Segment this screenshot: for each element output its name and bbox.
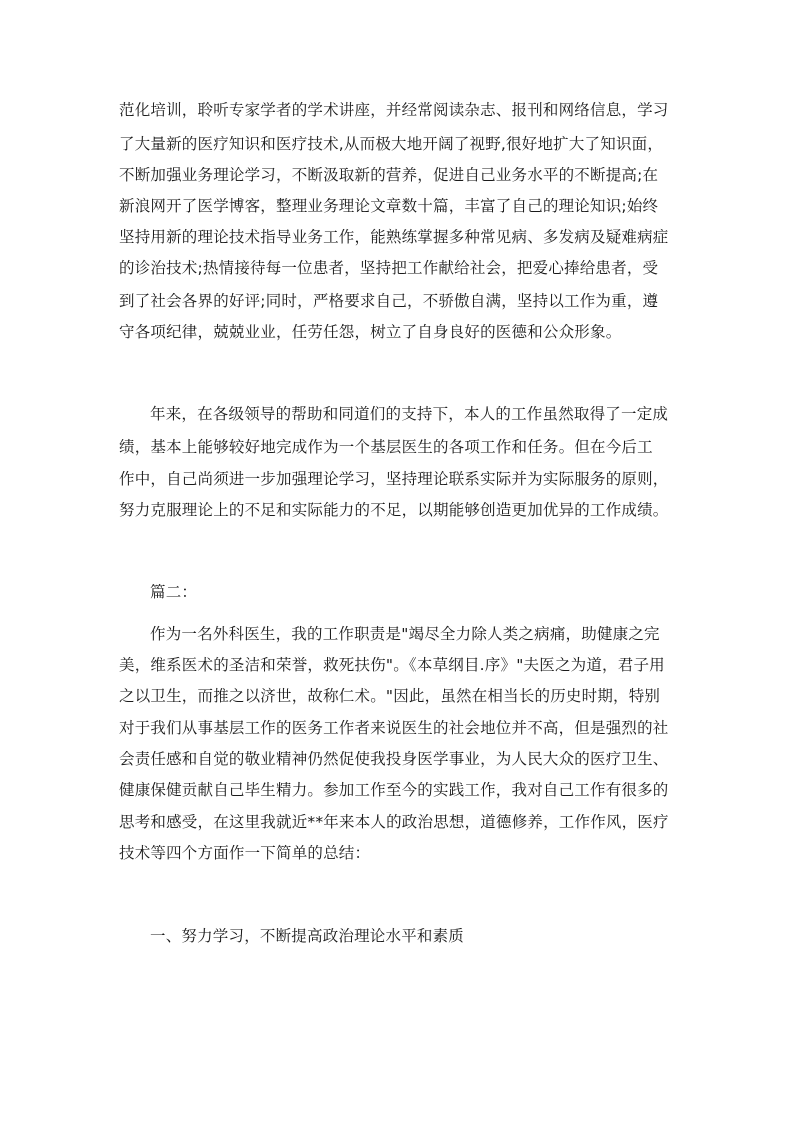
- paragraph-3-line-2: 美，维系医术的圣洁和荣誉，救死扶伤"。《本草纲目.序》"夫医之为道，君子用: [119, 656, 665, 674]
- paragraph-1-line-2: 了大量新的医疗知识和医疗技术,从而极大地开阔了视野,很好地扩大了知识面，: [119, 135, 664, 153]
- paragraph-1-line-7: 到了社会各界的好评;同时，严格要求自己，不骄傲自满，坚持以工作为重，遵: [119, 292, 659, 310]
- section-heading-pian-er: 篇二：: [150, 583, 198, 601]
- paragraph-3-line-4: 对于我们从事基层工作的医务工作者来说医生的社会地位并不高，但是强烈的社: [119, 719, 669, 737]
- section-heading-one: 一、努力学习，不断提高政治理论水平和素质: [150, 927, 465, 945]
- paragraph-2-line-1: 年来，在各级领导的帮助和同道们的支持下，本人的工作虽然取得了一定成: [150, 405, 669, 423]
- paragraph-3-line-7: 思考和感受，在这里我就近**年来本人的政治思想，道德修养，工作作风，医疗: [119, 813, 669, 831]
- paragraph-2-line-3: 作中，自己尚须进一步加强理论学习，坚持理论联系实际并为实际服务的原则，: [119, 470, 669, 488]
- paragraph-2-line-2: 绩，基本上能够较好地完成作为一个基层医生的各项工作和任务。但在今后工: [119, 438, 653, 456]
- paragraph-1-line-6: 的诊治技术;热情接待每一位患者，坚持把工作献给社会，把爱心捧给患者，受: [119, 259, 659, 277]
- paragraph-3-line-6: 健康保健贡献自己毕生精力。参加工作至今的实践工作，我对自己工作有很多的: [119, 781, 669, 799]
- paragraph-1-line-4: 新浪网开了医学博客，整理业务理论文章数十篇，丰富了自己的理论知识;始终: [119, 197, 659, 215]
- paragraph-1-line-3: 不断加强业务理论学习，不断汲取新的营养，促进自己业务水平的不断提高;在: [119, 166, 659, 184]
- paragraph-3-line-1: 作为一名外科医生，我的工作职责是"竭尽全力除人类之病痛，助健康之完: [150, 625, 660, 643]
- paragraph-3-line-3: 之以卫生，而推之以济世，故称仁术。"因此，虽然在相当长的历史时期，特别: [119, 687, 661, 705]
- paragraph-3-line-8: 技术等四个方面作一下简单的总结：: [119, 844, 371, 862]
- paragraph-1-line-8: 守各项纪律，兢兢业业，任劳任怨，树立了自身良好的医德和公众形象。: [119, 323, 622, 341]
- paragraph-3-line-5: 会责任感和自觉的敬业精神仍然促使我投身医学事业，为人民大众的医疗卫生、: [119, 750, 669, 768]
- paragraph-2-line-4: 努力克服理论上的不足和实际能力的不足，以期能够创造更加优异的工作成绩。: [119, 501, 669, 519]
- paragraph-1-line-1: 范化培训，聆听专家学者的学术讲座，并经常阅读杂志、报刊和网络信息，学习: [119, 101, 669, 119]
- paragraph-1-line-5: 坚持用新的理论技术指导业务工作，能熟练掌握多种常见病、多发病及疑难病症: [119, 228, 669, 246]
